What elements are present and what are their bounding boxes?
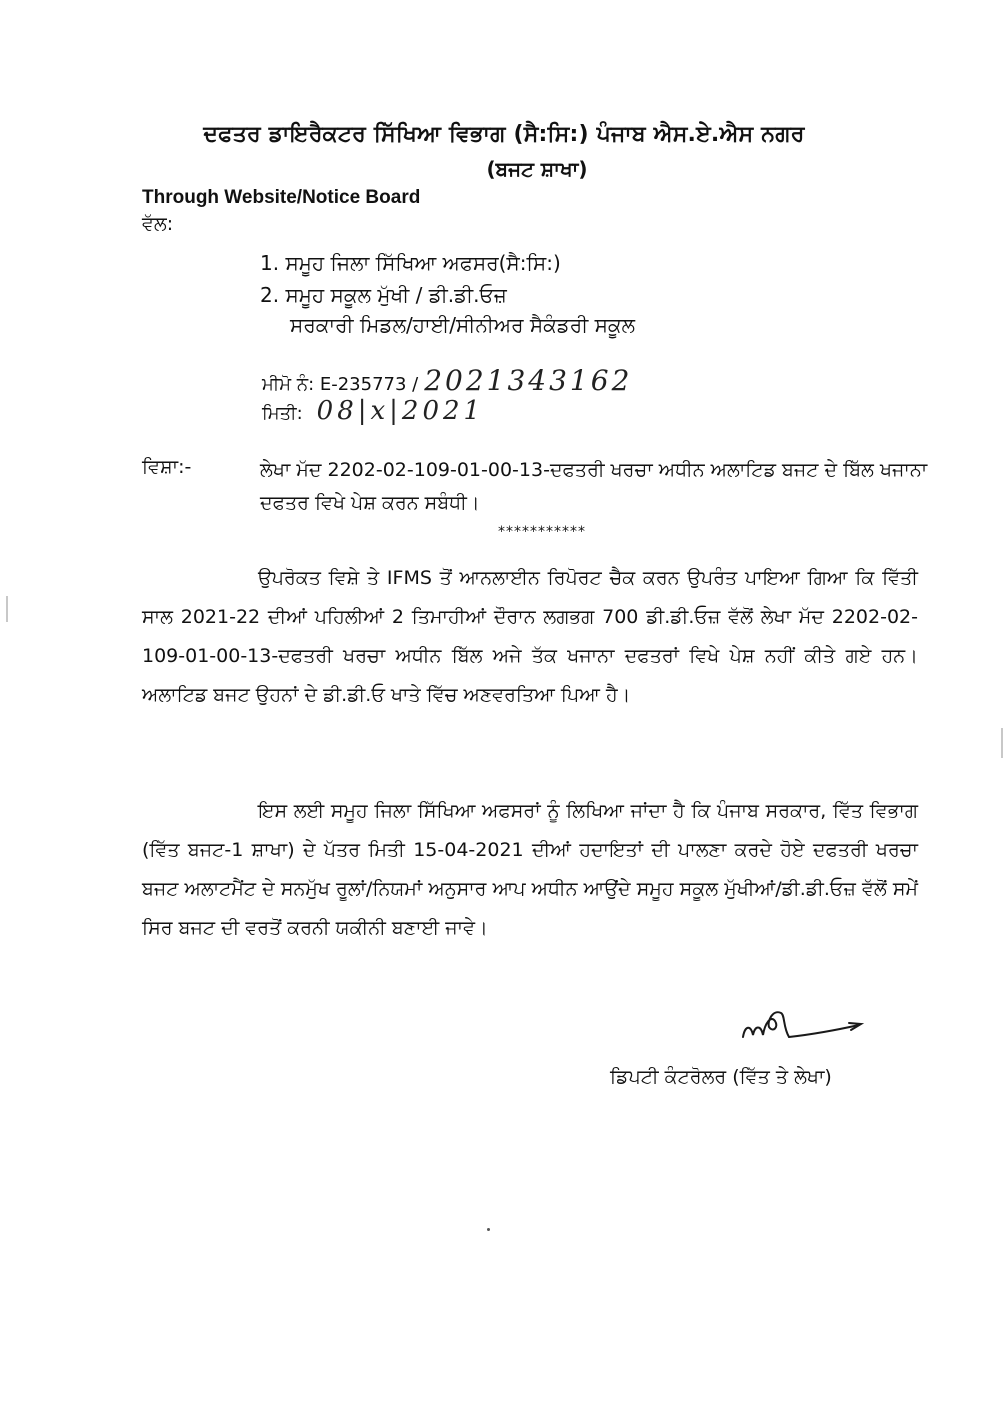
separator-stars: *********** [498, 524, 586, 540]
recipient-2: 2. ਸਮੂਹ ਸਕੂਲ ਮੁੱਖੀ / ਡੀ.ਡੀ.ਓਜ਼ [260, 283, 507, 307]
signatory-designation: ਡਿਪਟੀ ਕੰਟਰੋਲਰ (ਵਿੱਤ ਤੇ ਲੇਖਾ) [610, 1066, 832, 1088]
branch-name: (ਬਜਟ ਸ਼ਾਖਾ) [486, 157, 588, 181]
handwritten-memo-number: 2021343162 [424, 364, 633, 397]
date-label: ਮਿਤੀ: [262, 403, 303, 424]
recipient-1: 1. ਸਮੂਹ ਜਿਲਾ ਸਿੱਖਿਆ ਅਫਸਰ(ਸੈ:ਸਿ:) [260, 251, 561, 275]
subject-label: ਵਿਸ਼ਾ:- [142, 456, 192, 478]
memo-label: ਮੀਮੋ ਨੰ: E-235773 / [262, 374, 419, 395]
recipient-2-schools: ਸਰਕਾਰੀ ਮਿਡਲ/ਹਾਈ/ਸੀਨੀਅਰ ਸੈਕੰਡਰੀ ਸਕੂਲ [290, 313, 636, 337]
office-title: ਦਫਤਰ ਡਾਇਰੈਕਟਰ ਸਿੱਖਿਆ ਵਿਭਾਗ (ਸੈ:ਸਿ:) ਪੰਜਾਬ ਐਸ.ਏ.ਐਸ ਨਗਰ [203, 122, 805, 147]
body-paragraph-1: ਉਪਰੋਕਤ ਵਿਸ਼ੇ ਤੇ IFMS ਤੋਂ ਆਨਲਾਈਨ ਰਿਪੋਰਟ ਚੈਕ ਕਰਨ ਉਪਰੰਤ ਪਾਇਆ ਗਿਆ ਕਿ ਵਿੱਤੀ ਸਾਲ 2021-22 ਦੀਆਂ ਪਹਿਲੀਆਂ 2 ਤਿਮਾਹੀਆਂ ਦੌਰਾਨ ਲਗਭਗ 700 ਡੀ.ਡੀ.ਓਜ਼ ਵੱਲੋਂ ਲੇਖਾ ਮੱਦ 2202-02-109-01-00-13-ਦਫਤਰੀ ਖਰਚਾ ਅਧੀਨ ਬਿੱਲ ਅਜੇ ਤੱਕ ਖਜਾਨਾ ਦਫਤਰਾਂ ਵਿਖੇ ਪੇਸ਼ ਨਹੀਂ ਕੀਤੇ ਗਏ ਹਨ। ਅਲਾਟਿਡ ਬਜਟ ਉਹਨਾਂ ਦੇ ਡੀ.ਡੀ.ਓ ਖਾਤੇ ਵਿੱਚ ਅਣਵਰਤਿਆ ਪਿਆ ਹੈ। [142, 567, 918, 706]
body-paragraph-2: ਇਸ ਲਈ ਸਮੂਹ ਜਿਲਾ ਸਿੱਖਿਆ ਅਫਸਰਾਂ ਨੂੰ ਲਿਖਿਆ ਜਾਂਦਾ ਹੈ ਕਿ ਪੰਜਾਬ ਸਰਕਾਰ, ਵਿੱਤ ਵਿਭਾਗ (ਵਿੱਤ ਬਜਟ-1 ਸ਼ਾਖਾ) ਦੇ ਪੱਤਰ ਮਿਤੀ 15-04-2021 ਦੀਆਂ ਹਦਾਇਤਾਂ ਦੀ ਪਾਲਣਾ ਕਰਦੇ ਹੋਏ ਦਫਤਰੀ ਖਰਚਾ ਬਜਟ ਅਲਾਟਮੈਂਟ ਦੇ ਸਨਮੁੱਖ ਰੂਲਾਂ/ਨਿਯਮਾਂ ਅਨੁਸਾਰ ਆਪ ਅਧੀਨ ਆਉਂਦੇ ਸਮੂਹ ਸਕੂਲ ਮੁੱਖੀਆਂ/ਡੀ.ਡੀ.ਓਜ਼ ਵੱਲੋਂ ਸਮੇਂ ਸਿਰ ਬਜਟ ਦੀ ਵਰਤੋਂ ਕਰਨੀ ਯਕੀਨੀ ਬਣਾਈ ਜਾਵੇ। [142, 800, 918, 939]
subject-text: ਲੇਖਾ ਮੱਦ 2202-02-109-01-00-13-ਦਫਤਰੀ ਖਰਚਾ ਅਧੀਨ ਅਲਾਟਿਡ ਬਜਟ ਦੇ ਬਿੱਲ ਖਜਾਨਾ ਦਫਤਰ ਵਿਖੇ ਪੇਸ਼ ਕਰਨ ਸਬੰਧੀ। [260, 459, 928, 514]
handwritten-date: 08|x|2021 [316, 396, 485, 426]
scan-edge-mark [1001, 728, 1003, 758]
scan-edge-mark [6, 596, 8, 622]
date-line [262, 396, 484, 426]
through-line: Through Website/Notice Board [142, 187, 421, 208]
scan-dot [487, 1228, 490, 1231]
to-label: ਵੱਲ: [142, 213, 174, 235]
memo-number-line [262, 364, 632, 397]
signature-icon [737, 1003, 867, 1047]
